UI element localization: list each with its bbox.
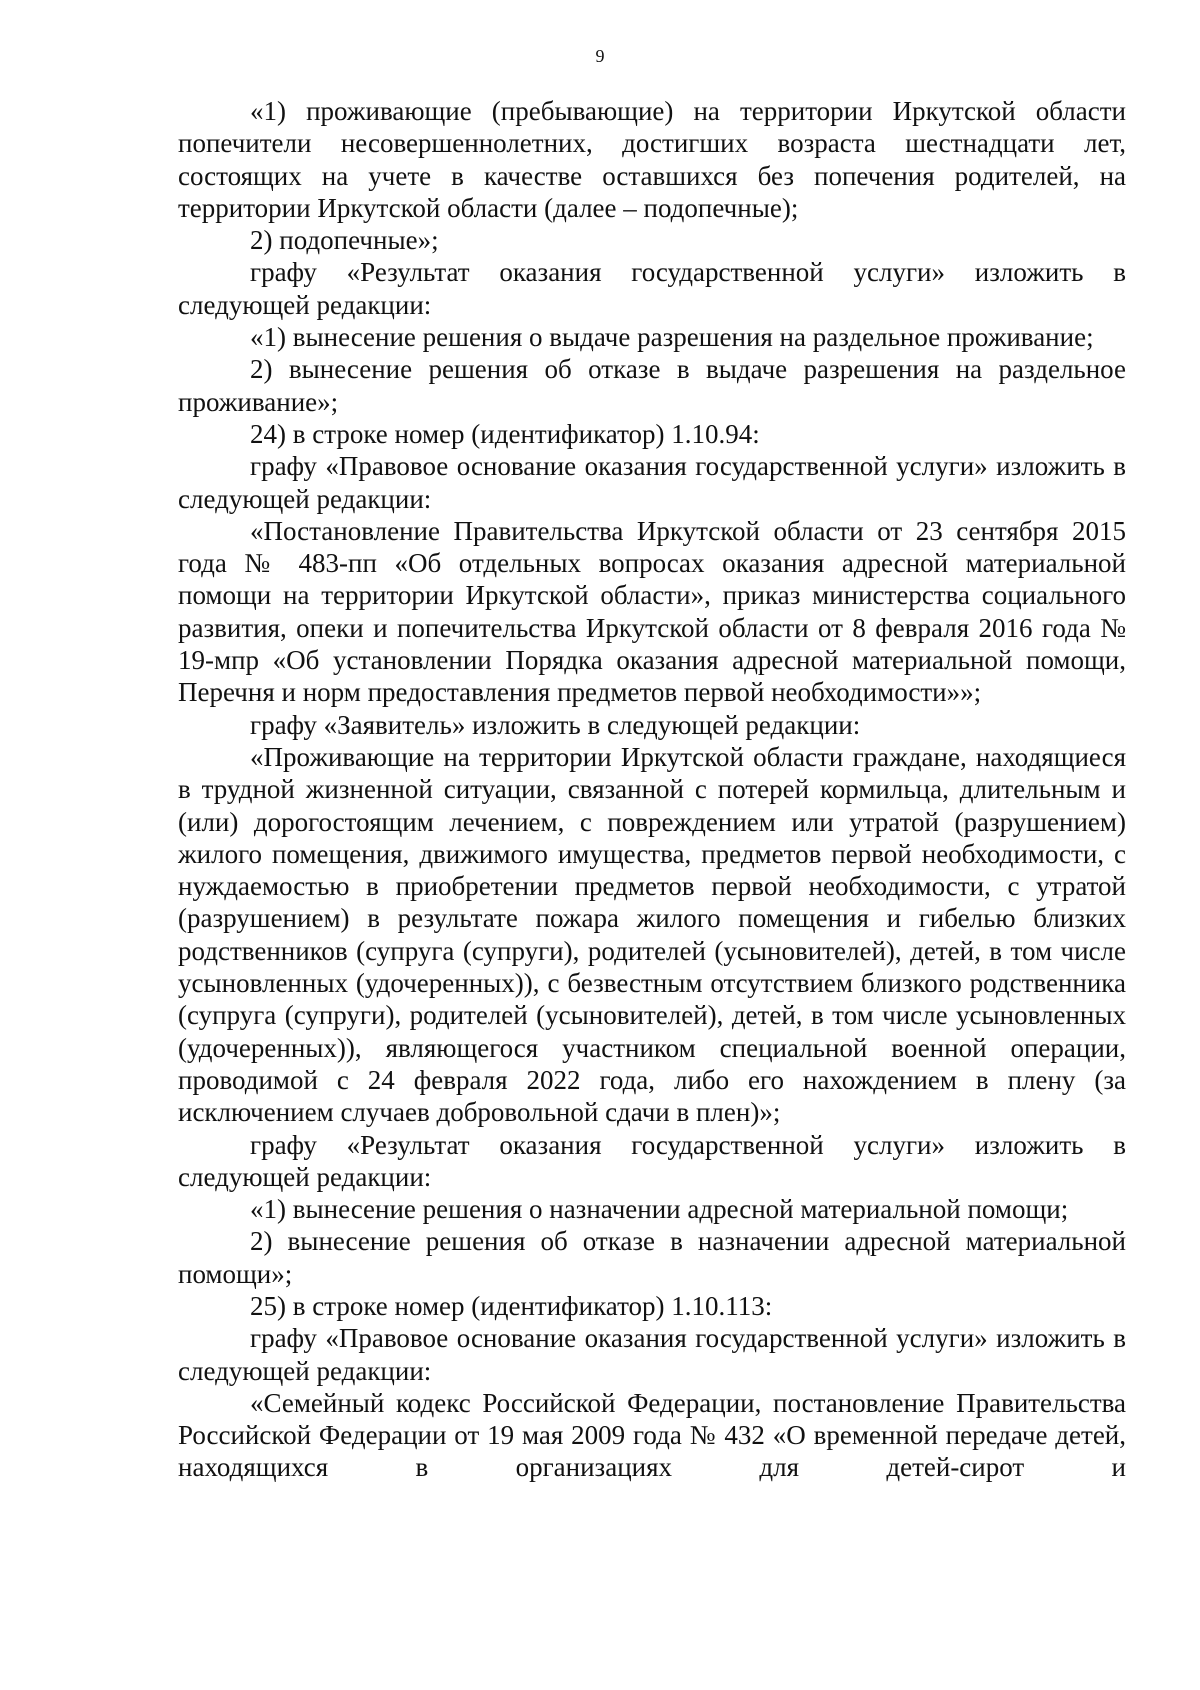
- paragraph-6: 24) в строке номер (идентификатор) 1.10.94:: [250, 418, 760, 449]
- paragraph-10: «Проживающие на территории Иркутской области граждане, находящиеся в трудной жизненной ситуации, связанной с потерей кормильца, длительным и (или) дорогостоящим лечением, с повреждением или утратой (разрушением) жилого помещения, движимого имущества, предметов первой необходимости, с нуждаемостью в приобретении предметов первой необходимости, с утратой (разрушением) в результате пожара жилого помещения и гибелью близких родственников (супруга (супруги), родителей (усыновителей), детей, в том числе усыновленных (удочеренных)), с безвестным отсутствием близкого родственника (супруга (супруги), родителей (усыновителей), детей, в том числе усыновленных (удочеренных)), являющегося участником специальной военной операции, проводимой с 24 февраля 2022 года, либо его нахождением в плену (за исключением случаев добровольной сдачи в плен)»;: [178, 741, 1126, 1128]
- paragraph-9: графу «Заявитель» изложить в следующей редакции:: [250, 709, 861, 740]
- paragraph-11: графу «Результат оказания государственной услуги» изложить в следующей редакции:: [178, 1129, 1126, 1192]
- paragraph-1: «1) проживающие (пребывающие) на территории Иркутской области попечители несовершеннолетних, достигших возраста шестнадцати лет, состоящих на учете в качестве оставшихся без попечения родителей, на территории Иркутской области (далее – подопечные);: [178, 96, 1126, 223]
- paragraph-7: графу «Правовое основание оказания государственной услуги» изложить в следующей редакции:: [178, 451, 1126, 514]
- paragraph-14: 25) в строке номер (идентификатор) 1.10.113:: [250, 1290, 773, 1321]
- paragraph-3: графу «Результат оказания государственной услуги» изложить в следующей редакции:: [178, 257, 1126, 320]
- page-number: 9: [595, 46, 605, 66]
- paragraph-16: «Семейный кодекс Российской Федерации, постановление Правительства Российской Федерации от 19 мая 2009 года № 432 «О временной передаче детей, находящихся в организациях для детей-сирот и: [178, 1387, 1126, 1483]
- paragraph-13: 2) вынесение решения об отказе в назначении адресной материальной помощи»;: [178, 1226, 1126, 1289]
- paragraph-5: 2) вынесение решения об отказе в выдаче разрешения на раздельное проживание»;: [178, 354, 1126, 417]
- document-body: [178, 95, 1126, 1484]
- paragraph-2: 2) подопечные»;: [250, 225, 439, 256]
- paragraph-12: «1) вынесение решения о назначении адресной материальной помощи;: [250, 1194, 1069, 1225]
- paragraph-8: «Постановление Правительства Иркутской области от 23 сентября 2015 года № 483-пп «Об отдельных вопросах оказания адресной материальной помощи на территории Иркутской области», приказ министерства социального развития, опеки и попечительства Иркутской области от 8 февраля 2016 года № 19-мпр «Об установлении Порядка оказания адресной материальной помощи, Перечня и норм предоставления предметов первой необходимости»»;: [178, 515, 1126, 708]
- paragraph-4: «1) вынесение решения о выдаче разрешения на раздельное проживание;: [250, 322, 1094, 353]
- paragraph-15: графу «Правовое основание оказания государственной услуги» изложить в следующей редакции:: [178, 1323, 1126, 1386]
